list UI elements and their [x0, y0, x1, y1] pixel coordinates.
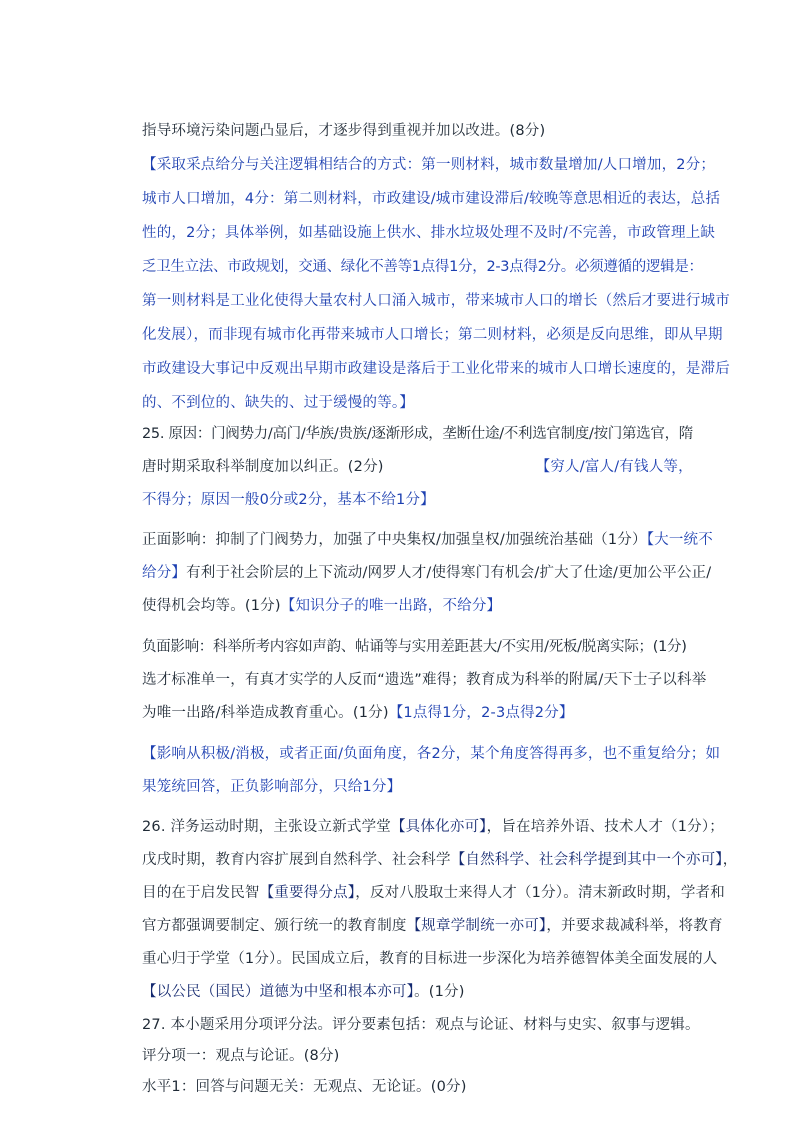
- text-line: 正面影响：抑制了门阀势力，加强了中央集权/加强皇权/加强统治基础（1分）【大一统不: [142, 532, 713, 548]
- text-line: 评分项一：观点与论证。(8分): [142, 1048, 340, 1064]
- text-line: 唐时期采取科举制度加以纠正。(2分) 【穷人/富人/有钱人等，: [142, 459, 693, 475]
- text-line: 的、不到位的、缺失的、过于缓慢的等。】: [142, 395, 415, 411]
- text-line: 性的，2分；具体举例，如基础设施上供水、排水垃圾处理不及时/不完善，市政管理上缺: [142, 225, 716, 241]
- text-line: 果笼统回答，正负影响部分，只给1分】: [142, 779, 402, 795]
- text-line: 乏卫生立法、市政规划，交通、绿化不善等1点得1分，2-3点得2分。必须遵循的逻辑是：: [142, 259, 703, 275]
- text-line: 负面影响：科举所考内容如声韵、帖诵等与实用差距甚大/不实用/死板/脱离实际；(1分): [142, 639, 687, 655]
- text-line: 【影响从积极/消极，或者正面/负面角度，各2分，某个角度答得再多，也不重复给分；如: [142, 746, 721, 762]
- text-line: 重心归于学堂（1分）。民国成立后，教育的目标进一步深化为培养德智体美全面发展的人: [142, 951, 718, 967]
- text-line: 目的在于启发民智【重要得分点】，反对八股取士来得人才（1分）。清末新政时期，学者和: [142, 885, 725, 901]
- text-line: 【以公民（国民）道德为中坚和根本亦可】。(1分): [142, 984, 465, 1000]
- text-line: 戊戌时期，教育内容扩展到自然科学、社会科学【自然科学、社会科学提到其中一个亦可】，: [142, 852, 738, 868]
- text-line: 指导环境污染问题凸显后，才逐步得到重视并加以改进。(8分): [142, 123, 546, 139]
- text-line: 化发展），而非现有城市化再带来城市人口增长；第二则材料，必须是反向思维，即从早期: [142, 327, 723, 343]
- text-line: 市政建设大事记中反观出早期市政建设是落后于工业化带来的城市人口增长速度的，是滞后: [142, 361, 730, 377]
- text-line: 水平1：回答与问题无关：无观点、无论证。(0分): [142, 1079, 467, 1095]
- text-line: 城市人口增加，4分：第二则材料，市政建设/城市建设滞后/较晚等意思相近的表达，总括: [142, 191, 721, 207]
- text-line: 选才标准单一，有真才实学的人反而“遗选”难得；教育成为科举的附属/天下士子以科举: [142, 672, 707, 688]
- text-line: 官方都强调要制定、颁行统一的教育制度【规章学制统一亦可】，并要求裁减科举，将教育: [142, 918, 723, 934]
- text-line: 26. 洋务运动时期，主张设立新式学堂【具体化亦可】，旨在培养外语、技术人才（1分）；: [142, 819, 724, 835]
- text-line: 不得分；原因一般0分或2分，基本不给1分】: [142, 492, 435, 508]
- text-line: 为唯一出路/科举造成教育重心。(1分)【1点得1分，2-3点得2分】: [142, 705, 574, 721]
- text-line: 第一则材料是工业化使得大量农村人口涌入城市，带来城市人口的增长（然后才要进行城市: [142, 293, 730, 309]
- text-line: 27. 本小题采用分项评分法。评分要素包括：观点与论证、材料与史实、叙事与逻辑。: [142, 1017, 700, 1033]
- text-line: 使得机会均等。(1分)【知识分子的唯一出路，不给分】: [142, 598, 502, 614]
- text-line: 25. 原因：门阀势力/高门/华族/贵族/逐渐形成，垄断仕途/不利选官制度/按门第选官，隋: [142, 426, 693, 442]
- text-line: 给分】有利于社会阶层的上下流动/网罗人才/使得寒门有机会/扩大了仕途/更加公平公正/: [142, 565, 712, 581]
- text-line: 【采取采点给分与关注逻辑相结合的方式：第一则材料，城市数量增加/人口增加，2分；: [142, 157, 716, 173]
